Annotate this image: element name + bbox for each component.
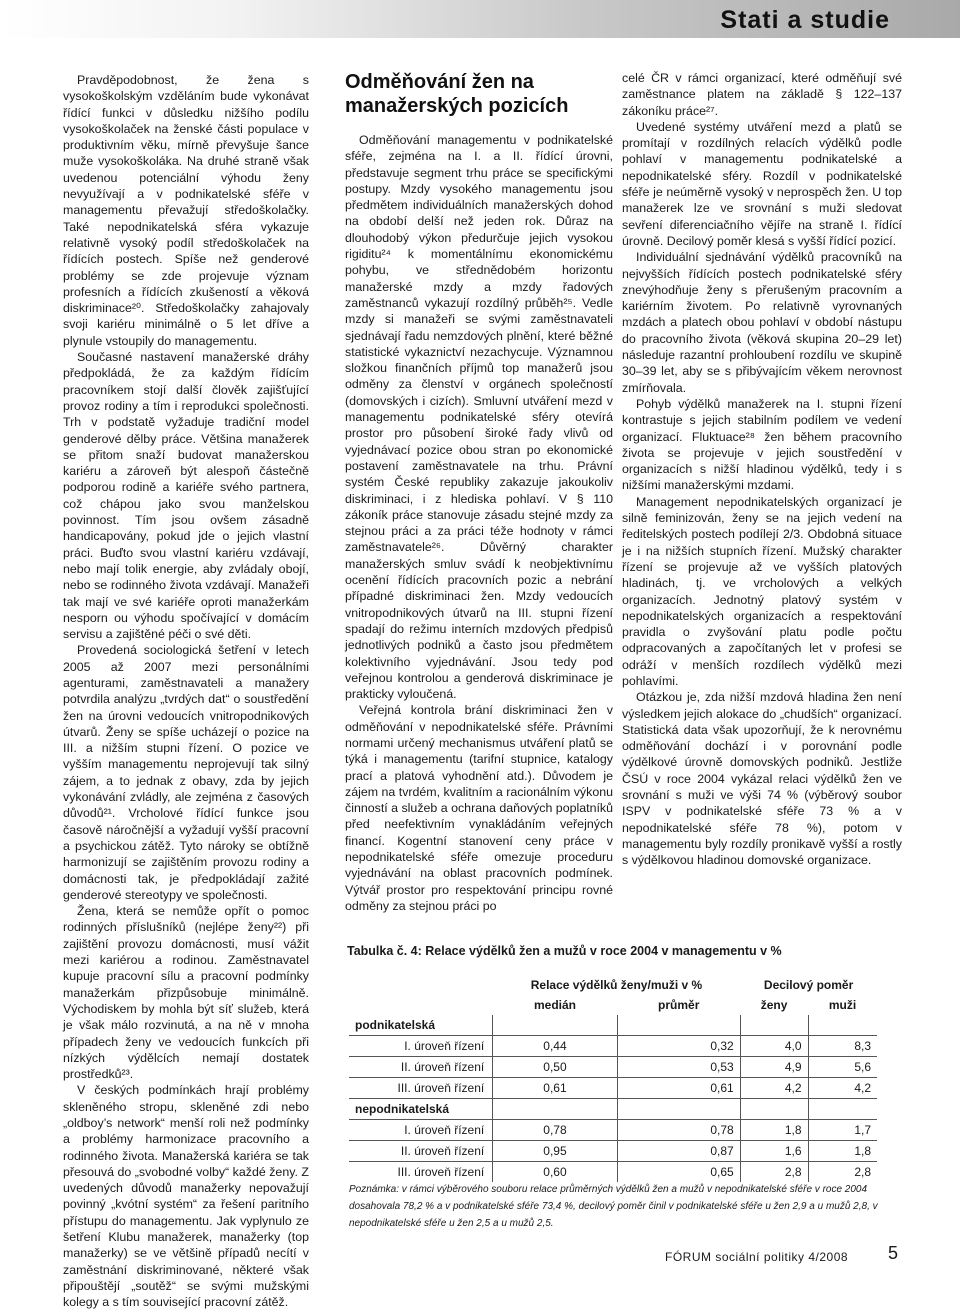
- table-subheader-row: [349, 995, 877, 1015]
- cell: 0,44: [493, 1036, 618, 1057]
- column-2: [345, 132, 613, 914]
- page-number: 5: [888, 1243, 899, 1263]
- cell: 4,9: [740, 1057, 808, 1078]
- subheader-median: medián: [533, 998, 576, 1012]
- cell: 0,61: [617, 1078, 740, 1099]
- cell: 1,6: [740, 1141, 808, 1162]
- row-label: III. úroveň řízení: [349, 1162, 493, 1183]
- cell: 0,61: [493, 1078, 618, 1099]
- row-label: II. úroveň řízení: [349, 1141, 493, 1162]
- cell: 4,2: [740, 1078, 808, 1099]
- cell: 8,3: [808, 1036, 877, 1057]
- paragraph: celé ČR v rámci organizací, které odměňují své zaměstnance platem na základě § 122–137 zákoníku práce²⁷.: [622, 71, 902, 118]
- cell: 0,50: [493, 1057, 618, 1078]
- cell: 0,78: [617, 1120, 740, 1141]
- paragraph: Současné nastavení manažerské dráhy předpokládá, že za každým řídícím pracovníkem stojí další člověk zajišťující provoz rodiny a tím i reprodukci společnosti. Trh v podstatě vyžaduje tradiční model genderové dělby práce. Většina manažerek se přitom snaží budovat manažerskou kariéru a zároveň být alespoň částečně podporou rodině a kariéře svého partnera, což chápou jako svou manželskou povinnost. Tím jsou ovšem zásadně handicapovány, pokud jde o jejich vlastní práci. Buďto svou vlastní kariéru vzdávají, nebo mají tolik energie, aby zvládaly obojí, nebo se rodinného života vzdávají. Manažeři tak mají ve své kariéře oproti manažerkám nesporn ou výhodu spočívající v domácím servisu a zajištěné péči o své děti.: [63, 350, 309, 642]
- paragraph: Žena, která se nemůže opřít o pomoc rodinných příslušníků (nejlépe ženy²²) při zajištění provozu domácnosti, musí vážit mezi kariérou a rodinou. Zaměstnavatel kupuje pracovní sílu a pracovní podmínky manažerkám přizpůsobuje minimálně. Východiskem by mohla být síť služeb, která je však málo rozvinutá, a na ně v mnoha případech ženy ve vedoucích funkcích při nízkých výdělcích nemají dostatek prostředků²³.: [63, 904, 309, 1082]
- header-group-decil: Decilový poměr: [763, 978, 854, 992]
- table-header-row: [349, 975, 877, 995]
- paragraph: Pohyb výdělků manažerek na I. stupni řízení kontrastuje s jejich stabilním podílem ve vedení organizací. Fluktuace²⁸ žen během pracovního života se projevuje v jejich soustředění v organizacích s nižší hladinou výdělků, tedy i s nižšími manažerskými mzdami.: [622, 396, 902, 493]
- row-label: I. úroveň řízení: [349, 1120, 493, 1141]
- cell: 2,8: [740, 1162, 808, 1183]
- table-row: [349, 1162, 877, 1183]
- cell: 5,6: [808, 1057, 877, 1078]
- row-label: I. úroveň řízení: [349, 1036, 493, 1057]
- paragraph: Provedená sociologická šetření v letech 2005 až 2007 mezi personálními agenturami, zaměstnavateli a manažery potvrdila analýzu „tvrdých dat“ o soustředění žen na úrovni vedoucích vnitropodnikových útvarů. Ženy se spíše ucházejí o pozice na III. a nižším stupni řízení. O pozice ve vyšším managementu neprojevují tak silný zájem, a to jednak z obavy, zda by jejich vykonávání zvládly, ale zejména z časových důvodů²¹. Vrcholové řídící funkce jsou časově náročnější a vyžadují vyšší pracovní a psychickou zátěž. Tyto nároky se obtížně harmonizují se zajištěním provozu rodiny a domácnosti tak, je předpokládají zažité genderové stereotypy ve společnosti.: [63, 643, 309, 902]
- paragraph: Otázkou je, zda nižší mzdová hladina žen není výsledkem jejich alokace do „chudších“ organizací. Statistická data však upozorňují, že k nerovnému odměňování dochází i v porovnání podle výdělkové úrovně domovských podniků. Jestliže ČSÚ v roce 2004 vykázal relaci výdělků žen ve srovnání s muži ve výši 74 % (výběrový soubor ISPV v podnikatelské sféře 73 % a v nepodnikatelské sféře 78 %), potom v managementu byly rozdíly pronikavě vyšší a rostly s výdělkovou hladinou domovské organizace.: [622, 690, 902, 868]
- section-title: Stati a studie: [720, 6, 890, 34]
- table-row: [349, 1078, 877, 1099]
- paragraph: Individuální sjednávání výdělků pracovníků na nejvyšších řídících postech podnikatelské sféry znevýhodňuje ženy s přerušeným pracovním a kariérním životem. Po relativně vyrovnaných mzdách a platech obou pohlaví v období nástupu do pracovního života (věková skupina 20–29 let) následuje razantní prohloubení rozdílu ve skupině 30–39 let, aby se s přibývajícím věkem nerovnost zmírňovala.: [622, 250, 902, 395]
- cell: 4,2: [808, 1078, 877, 1099]
- table-group-row: [349, 1015, 877, 1036]
- table-row: [349, 1141, 877, 1162]
- paragraph: Management nepodnikatelských organizací je silně feminizován, ženy se na jejich vedení na ředitelských postech podílejí 2/3. Obdobná situace je i na nižších stupních řízení. Mužský charakter řízení se projevuje až ve vyšších platových hladinách, tj. ve vrcholových a velkých organizacích. Jednotný platový systém v nepodnikatelských organizacích a respektování pravidla o zvyšování platu podle počtu odpracovaných a započítaných let v profesi se odráží v menších rozdílech výdělků mezi pohlavími.: [622, 494, 902, 688]
- table-row: [349, 1120, 877, 1141]
- table-caption: Tabulka č. 4: Relace výdělků žen a mužů v roce 2004 v managementu v %: [347, 944, 782, 958]
- cell: 0,95: [493, 1141, 618, 1162]
- subheader-zeny: ženy: [760, 998, 788, 1012]
- cell: 2,8: [808, 1162, 877, 1183]
- group-label: podnikatelská: [355, 1018, 436, 1032]
- article-heading: Odměňování žen na manažerských pozicích: [345, 71, 569, 117]
- cell: 0,78: [493, 1120, 618, 1141]
- paragraph: Pravděpodobnost, že žena s vysokoškolským vzděláním bude vykonávat řídící funkci v důsledku nižšího podílu vysokoškolaček na ženské části populace v produktivním věku, mírně převyšuje šance muže vysokoškoláka. Na druhé straně však uvedenou potenciální výhodu ženy nevyužívají a v podnikatelské sféře v managementu převažují středoškolačky. Také nepodnikatelská sféra vykazuje relativně vysoký podíl středoškolaček na řídících postech. Spíše než genderové problémy se zde projevuje význam profesních a řídících zkušeností a věková diskriminace²⁰. Středoškolačky zahajovaly svoji kariéru minimálně o 5 let dříve a plynule vstoupily do managementu.: [63, 73, 309, 348]
- data-table: [349, 975, 877, 1182]
- paragraph: Veřejná kontrola brání diskriminaci žen v odměňování v nepodnikatelské sféře. Právními normami určený mechanismus utváření platů se týká i managementu (tarifní stupnice, katalogy prací a platová vyhodnění atd.). Důvodem je zájem na tvrdém, kvalitním a racionálním výkonu činností a služeb a ochrana daňových poplatníků před neefektivním vynakládáním veřejných financí. Kogentní stanovení ceny práce v nepodnikatelské sféře omezuje proceduru vyjednávání na oblast pracovních podmínek. Výtvář prostor pro respektování principu rovné odměny za stejnou práci po: [345, 703, 613, 913]
- table-row: [349, 1057, 877, 1078]
- paragraph: Odměňování managementu v podnikatelské sféře, zejména na I. a II. řídící úrovni, představuje segment trhu práce se specifickými postupy. Mzdy vysokého managementu jsou předmětem individuálních manažerských dohod na období delší než jeden rok. Důraz na dlouhodobý výkon předurčuje jejich vysokou rigiditu²⁴ k momentálnímu ekonomickému pohybu, ve střednědobém horizontu manažerské mzdy a mzdy řadových zaměstnanců vykazují rozdílný průběh²⁵. Vedle mzdy si manažeři se svými zaměstnavateli sjednávají řadu nemzdových plnění, které běžné statistické vykaznictví nezachycuje. Významnou složkou finančních příjmů top manažerů jsou odměny za členství v orgánech společností (domovských i cizích). Smluvní utváření mezd v managementu podnikatelské sféry otevírá prostor pro působení široké řady vlivů od vyjednávací pozice obou stran po ekonomické postavení zaměstnavatele na trhu. Právní systém České republiky zakazuje jakoukoliv diskriminaci, i z hlediska pohlaví. V § 110 zákoník práce stanovuje zásadu stejné mzdy za stejnou práci a za práci téže hodnoty v rámci zaměstnavatele²⁶. Důvěrný charakter manažerských smluv svádí k neobjektivnímu ocenění řídících pracovních pozic a nebrání případné diskriminaci žen. Mzdy vedoucích vnitropodnikových útvarů na III. stupni řízení spadají do režimu interních mzdových předpisů jednotlivých podniků a často jsou předmětem kolektivního vyjednávání. Jsou tedy pod veřejnou kontrolou a genderová diskriminace je prakticky vyloučená.: [345, 133, 613, 702]
- table-row: [349, 1036, 877, 1057]
- group-label: nepodnikatelská: [349, 1099, 493, 1120]
- row-label: II. úroveň řízení: [349, 1057, 493, 1078]
- cell: 0,87: [617, 1141, 740, 1162]
- row-label: III. úroveň řízení: [349, 1078, 493, 1099]
- cell: 0,53: [617, 1057, 740, 1078]
- column-3: [622, 70, 902, 869]
- subheader-prumer: průměr: [658, 998, 700, 1012]
- section-header-bar: [0, 0, 960, 42]
- cell: 1,8: [808, 1141, 877, 1162]
- paragraph: Uvedené systémy utváření mezd a platů se promítají v rozdílných relacích výdělků podle pohlaví v managementu podnikatelské a nepodnikatelské sféry. Rozdíl v podnikatelské sféře je neúměrně vysoký v neprospěch žen. U top manažerek lze ve srovnání s muži sledovat sevření diferenciačního vějíře na straně I. řídící úrovně. Decilový poměr klesá s vyšší řídící pozicí.: [622, 119, 902, 248]
- magazine-footer: FÓRUM sociální politiky 4/2008: [665, 1250, 849, 1264]
- cell: 0,60: [493, 1162, 618, 1183]
- table-group-row: [349, 1099, 877, 1120]
- column-1: [63, 72, 309, 1311]
- header-group-relace: Relace výdělků ženy/muži v %: [530, 978, 703, 992]
- cell: 0,65: [617, 1162, 740, 1183]
- cell: 1,7: [808, 1120, 877, 1141]
- paragraph: V českých podmínkách hrají problémy skleněného stropu, skleněné zdi nebo „oldboy’s network“ menší roli než podmínky a problémy harmonizace pracovního a rodinného života. Manažerská kariéra se tak přesouvá do „svobodné volby“ každé ženy. Z uvedených důvodů manažerky nepovažují povinný „kvótní systém“ za řešení paritního přístupu do managementu. Jak vyplynulo ze šetření Klubu manažerek, manažerky (top manažerky) se ve většině případů necítí v zaměstnání diskriminované, některé však připouštějí „soutěž“ se svými mužskými kolegy a s tím související pracovní zátěž.: [63, 1083, 309, 1310]
- table-note: Poznámka: v rámci výběrového souboru relace průměrných výdělků žen a mužů v nepodnikatelské sféře v roce 2004 dosahovala 78,2 % a v podnikatelské sféře 73,4 %, decilový poměr činil v podnikatelské sféře u žen 2,9 a u mužů 2,8, v nepodnikatelské sféře u žen 2,5 a u mužů 2,5.: [349, 1184, 878, 1229]
- cell: 4,0: [740, 1036, 808, 1057]
- subheader-muzi: muži: [828, 998, 857, 1012]
- cell: 1,8: [740, 1120, 808, 1141]
- cell: 0,32: [617, 1036, 740, 1057]
